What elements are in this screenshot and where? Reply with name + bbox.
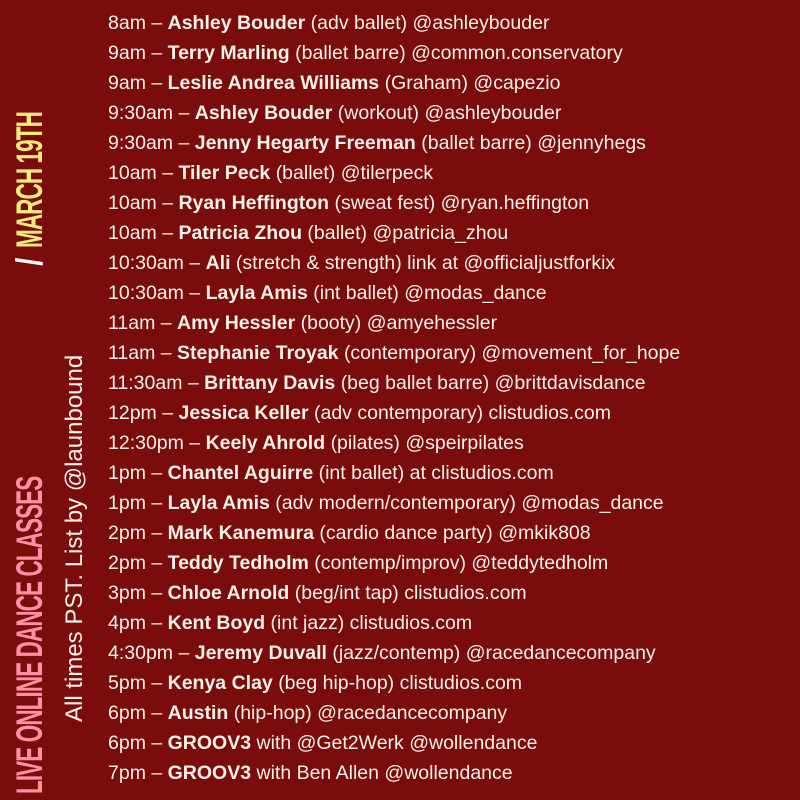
class-detail: with Ben Allen @wollendance [256, 762, 513, 784]
class-time: 1pm – [108, 462, 163, 484]
class-time: 6pm – [108, 702, 163, 724]
class-time: 11am – [108, 312, 172, 334]
schedule-row [108, 428, 680, 458]
schedule-row [108, 278, 680, 308]
title-slash: / [9, 259, 50, 267]
class-time: 4:30pm – [108, 642, 190, 664]
instructor-name: Teddy Tedholm [167, 552, 309, 574]
instructor-name: Chantel Aguirre [167, 462, 314, 484]
schedule-row [108, 518, 680, 548]
instructor-name: Brittany Davis [204, 372, 336, 394]
title-live-online-dance-classes: LIVE ONLINE DANCE CLASSES [9, 476, 50, 794]
schedule-row [108, 128, 680, 158]
class-detail: (hip-hop) @racedancecompany [233, 702, 508, 724]
class-detail: (adv modern/contemporary) @modas_dance [275, 492, 664, 514]
schedule-row [108, 758, 680, 788]
class-detail: (pilates) @speirpilates [330, 432, 524, 454]
class-detail: (Graham) @capezio [384, 72, 561, 94]
class-time: 2pm – [108, 552, 163, 574]
schedule-row [108, 578, 680, 608]
class-time: 5pm – [108, 672, 163, 694]
schedule-row [108, 728, 680, 758]
instructor-name: Ashley Bouder [167, 12, 306, 34]
schedule-row [108, 8, 680, 38]
schedule-row [108, 488, 680, 518]
instructor-name: Kenya Clay [167, 672, 273, 694]
schedule-row [108, 698, 680, 728]
class-time: 9am – [108, 72, 163, 94]
instructor-name: Layla Amis [167, 492, 270, 514]
instructor-name: Patricia Zhou [178, 222, 302, 244]
class-time: 12pm – [108, 402, 174, 424]
subtitle: All times PST. List by @launbound [61, 354, 88, 722]
class-detail: (beg/int tap) clistudios.com [294, 582, 527, 604]
schedule-row [108, 218, 680, 248]
class-time: 10am – [108, 162, 174, 184]
instructor-name: Chloe Arnold [167, 582, 290, 604]
class-detail: (booty) @amyehessler [300, 312, 498, 334]
class-detail: (beg hip-hop) clistudios.com [278, 672, 523, 694]
class-time: 7pm – [108, 762, 163, 784]
instructor-name: Austin [167, 702, 229, 724]
class-time: 10:30am – [108, 282, 201, 304]
class-time: 6pm – [108, 732, 163, 754]
class-detail: (int ballet) @modas_dance [313, 282, 547, 304]
instructor-name: Keely Ahrold [205, 432, 326, 454]
class-time: 10am – [108, 222, 174, 244]
class-detail: (ballet barre) @common.conservatory [295, 42, 623, 64]
class-detail: (ballet) @patricia_zhou [307, 222, 509, 244]
class-time: 3pm – [108, 582, 163, 604]
class-time: 11am – [108, 342, 172, 364]
instructor-name: Amy Hessler [177, 312, 296, 334]
class-detail: (stretch & strength) link at @officialjustforkix [235, 252, 616, 274]
instructor-name: Tiler Peck [178, 162, 271, 184]
schedule-row [108, 608, 680, 638]
class-time: 9am – [108, 42, 163, 64]
schedule-row [108, 398, 680, 428]
instructor-name: GROOV3 [167, 732, 252, 754]
schedule-list [108, 8, 680, 788]
class-detail: (adv ballet) @ashleybouder [310, 12, 550, 34]
class-detail: (cardio dance party) @mkik808 [319, 522, 591, 544]
schedule-row [108, 338, 680, 368]
class-detail: (ballet) @tilerpeck [275, 162, 434, 184]
instructor-name: Stephanie Troyak [177, 342, 339, 364]
class-detail: (jazz/contemp) @racedancecompany [332, 642, 656, 664]
instructor-name: Jeremy Duvall [194, 642, 327, 664]
instructor-name: Mark Kanemura [167, 522, 314, 544]
class-time: 2pm – [108, 522, 163, 544]
class-time: 11:30am – [108, 372, 199, 394]
schedule-row [108, 158, 680, 188]
instructor-name: Layla Amis [205, 282, 308, 304]
class-detail: (int jazz) clistudios.com [270, 612, 473, 634]
class-detail: (int ballet) at clistudios.com [318, 462, 554, 484]
title-date: MARCH 19TH [9, 111, 50, 248]
class-time: 9:30am – [108, 102, 190, 124]
schedule-row [108, 68, 680, 98]
instructor-name: Kent Boyd [167, 612, 266, 634]
instructor-name: Leslie Andrea Williams [167, 72, 380, 94]
instructor-name: GROOV3 [167, 762, 252, 784]
schedule-row [108, 38, 680, 68]
class-time: 8am – [108, 12, 163, 34]
class-time: 1pm – [108, 492, 163, 514]
instructor-name: Ryan Heffington [178, 192, 330, 214]
schedule-row [108, 188, 680, 218]
instructor-name: Jenny Hegarty Freeman [194, 132, 416, 154]
schedule-row [108, 458, 680, 488]
instructor-name: Ali [205, 252, 231, 274]
class-detail: (ballet barre) @jennyhegs [421, 132, 646, 154]
class-time: 10am – [108, 192, 174, 214]
class-time: 9:30am – [108, 132, 190, 154]
schedule-row [108, 248, 680, 278]
class-detail: (sweat fest) @ryan.heffington [334, 192, 590, 214]
schedule-row [108, 638, 680, 668]
class-detail: (contemporary) @movement_for_hope [343, 342, 681, 364]
schedule-row [108, 98, 680, 128]
class-detail: (adv contemporary) clistudios.com [314, 402, 611, 424]
class-time: 12:30pm – [108, 432, 201, 454]
class-detail: (contemp/improv) @teddytedholm [314, 552, 609, 574]
schedule-row [108, 668, 680, 698]
schedule-row [108, 548, 680, 578]
instructor-name: Jessica Keller [178, 402, 309, 424]
class-detail: (beg ballet barre) @brittdavisdance [340, 372, 646, 394]
instructor-name: Ashley Bouder [194, 102, 333, 124]
class-detail: (workout) @ashleybouder [337, 102, 562, 124]
class-time: 10:30am – [108, 252, 201, 274]
class-detail: with @Get2Werk @wollendance [256, 732, 538, 754]
side-title [6, 0, 54, 794]
class-time: 4pm – [108, 612, 163, 634]
schedule-row [108, 308, 680, 338]
schedule-row [108, 368, 680, 398]
instructor-name: Terry Marling [167, 42, 290, 64]
